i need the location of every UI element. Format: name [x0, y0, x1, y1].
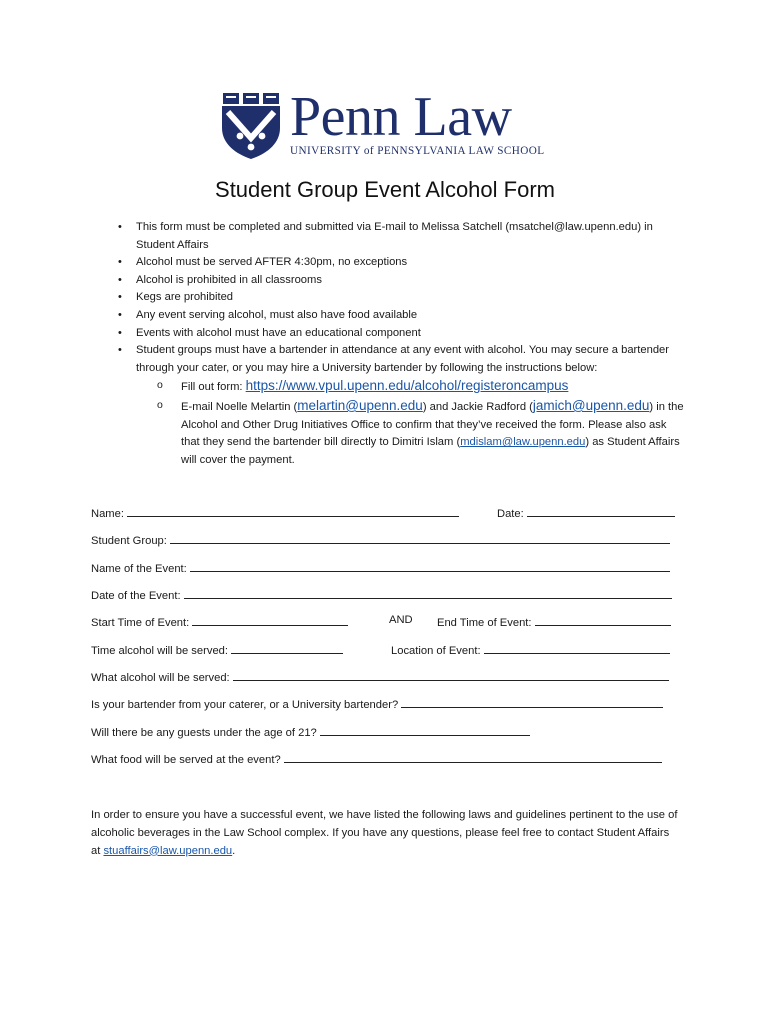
sub-item-text: ) and Jackie Radford (: [422, 400, 533, 413]
bartender-input-line[interactable]: [401, 696, 663, 708]
jamich-email-link[interactable]: jamich@upenn.edu: [532, 397, 650, 413]
event-date-label: Date of the Event:: [91, 590, 181, 602]
closing-paragraph: [91, 807, 681, 860]
event-date-input-line[interactable]: [184, 587, 672, 599]
stuaffairs-email-link[interactable]: stuaffairs@law.upenn.edu: [103, 844, 233, 857]
bartender-field: [91, 696, 663, 711]
list-item: • Kegs are prohibited: [118, 289, 688, 307]
name-label: Name:: [91, 508, 124, 520]
what-alcohol-label: What alcohol will be served:: [91, 672, 230, 684]
logo-wordmark: Penn Law: [290, 86, 512, 148]
penn-shield-icon: [220, 90, 282, 160]
under21-input-line[interactable]: [320, 724, 530, 736]
event-date-field: [91, 587, 672, 602]
event-name-label: Name of the Event:: [91, 563, 187, 575]
location-label: Location of Event:: [391, 645, 481, 657]
end-time-field: [437, 614, 671, 629]
name-field: [91, 505, 459, 520]
sub-item-text: E-mail Noelle Melartin (: [181, 400, 298, 413]
date-field: [497, 505, 675, 520]
list-item: • Events with alcohol must have an educational component: [118, 325, 688, 343]
date-input-line[interactable]: [527, 505, 675, 517]
list-item: • Alcohol must be served AFTER 4:30pm, no exceptions: [118, 254, 688, 272]
food-field: [91, 751, 662, 766]
logo-subtitle: UNIVERSITY of PENNSYLVANIA LAW SCHOOL: [290, 145, 545, 157]
and-label: AND: [389, 614, 413, 626]
list-item: • Alcohol is prohibited in all classrooms: [118, 272, 688, 290]
page-title: Student Group Event Alcohol Form: [215, 177, 555, 202]
student-group-label: Student Group:: [91, 535, 167, 547]
alcohol-time-field: [91, 642, 343, 657]
closing-end: .: [232, 844, 236, 857]
instruction-list: [118, 219, 688, 469]
food-label: What food will be served at the event?: [91, 754, 281, 766]
name-input-line[interactable]: [127, 505, 459, 517]
food-input-line[interactable]: [284, 751, 662, 763]
under21-label: Will there be any guests under the age of 21?: [91, 727, 317, 739]
what-alcohol-field: [91, 669, 669, 684]
registration-link[interactable]: https://www.vpul.upenn.edu/alcohol/registeroncampus: [245, 378, 569, 394]
penn-law-logo: [220, 86, 560, 164]
end-time-label: End Time of Event:: [437, 617, 532, 629]
student-group-input-line[interactable]: [170, 532, 670, 544]
sub-item-text: ) as Student Affairs will cover the payment.: [181, 436, 680, 466]
alcohol-time-input-line[interactable]: [231, 642, 343, 654]
event-name-input-line[interactable]: [190, 560, 670, 572]
date-label: Date:: [497, 508, 524, 520]
student-group-field: [91, 532, 670, 547]
location-field: [391, 642, 670, 657]
list-item: • Student groups must have a bartender in attendance at any event with alcohol. You may secure a bartender through your cater, or you may hire a University bartender by following the instructions below:: [118, 342, 688, 377]
sub-instruction-list: [136, 377, 688, 469]
start-time-input-line[interactable]: [192, 614, 348, 626]
under21-field: [91, 724, 530, 739]
bartender-label: Is your bartender from your caterer, or a University bartender?: [91, 699, 399, 711]
list-item: • Any event serving alcohol, must also have food available: [118, 307, 688, 325]
start-time-label: Start Time of Event:: [91, 617, 190, 629]
melartin-email-link[interactable]: melartin@upenn.edu: [297, 397, 423, 413]
what-alcohol-input-line[interactable]: [233, 669, 669, 681]
mdislam-email-link[interactable]: mdislam@law.upenn.edu: [460, 436, 586, 449]
start-time-field: [91, 614, 348, 629]
alcohol-time-label: Time alcohol will be served:: [91, 645, 228, 657]
end-time-input-line[interactable]: [535, 614, 671, 626]
list-item: • This form must be completed and submitted via E-mail to Melissa Satchell (msatchel@law.upenn.edu) in Student Affairs: [118, 219, 688, 254]
sub-item-text: ) in the Alcohol and Other Drug Initiatives Office to confirm that they’ve received the form. Please also ask that they send the bartender bill directly to Dimitri Islam (: [181, 400, 684, 449]
closing-text: In order to ensure you have a successful event, we have listed the following laws and guidelines pertinent to the use of alcoholic beverages in the Law School complex. If you have any questions, please feel free to contact Student Affairs at: [91, 809, 678, 857]
sub-list-item: [136, 397, 688, 469]
location-input-line[interactable]: [484, 642, 670, 654]
event-name-field: [91, 560, 670, 575]
sub-list-item: [136, 377, 688, 397]
sub-item-text: Fill out form:: [181, 381, 246, 394]
